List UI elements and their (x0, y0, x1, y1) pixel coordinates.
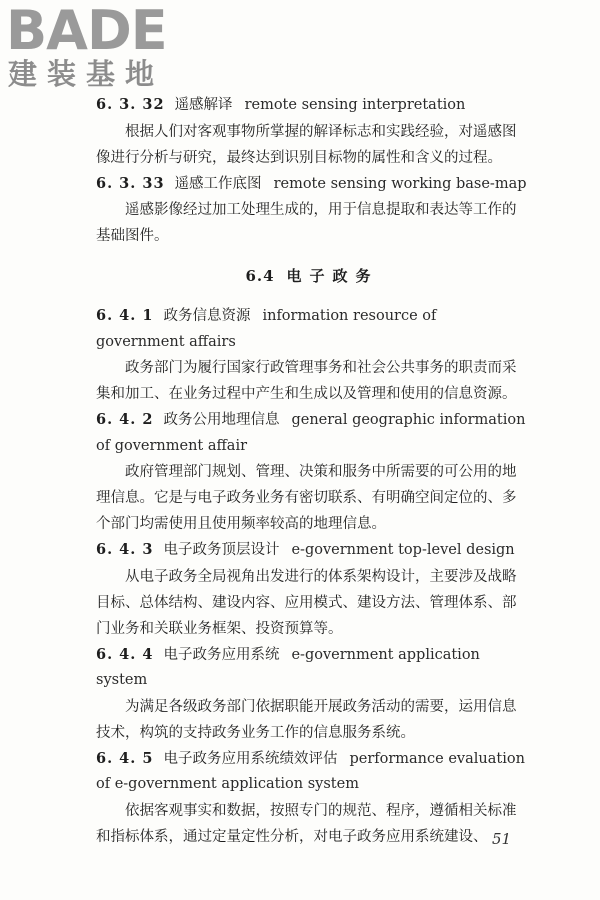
logo-subtitle: 建装基地 (8, 57, 165, 91)
logo-wordmark: BADE (6, 0, 167, 62)
section-number: 6.4 (245, 267, 275, 285)
term-definition: 遥感影像经过加工处理生成的，用于信息提取和表达等工作的基础图件。 (96, 202, 517, 244)
term-entry (96, 171, 528, 250)
page-content (96, 92, 528, 850)
term-definition: 政府管理部门规划、管理、决策和服务中所需要的可公用的地理信息。它是与电子政务业务有密切联系、有明确空间定位的、多个部门均需使用且使用频率较高的地理信息。 (96, 464, 517, 532)
term-english: information resource of government affairs (96, 308, 437, 350)
term-chinese: 政务信息资源 (163, 308, 251, 324)
term-heading (96, 746, 528, 798)
page-number: 51 (492, 830, 512, 848)
term-chinese: 遥感工作底图 (174, 175, 262, 192)
term-number: 6. 4. 1 (96, 307, 154, 324)
term-chinese: 遥感解译 (174, 97, 233, 113)
term-number: 6. 4. 4 (96, 645, 154, 663)
term-chinese: 电子政务应用系统 (163, 646, 280, 663)
term-definition: 依据客观事实和数据，按照专门的规范、程序，遵循相关标准和指标体系，通过定量定性分析，对电子政务应用系统建设、 (96, 802, 517, 845)
term-chinese: 电子政务顶层设计 (163, 542, 280, 558)
term-number: 6. 3. 32 (96, 96, 165, 113)
term-number: 6. 4. 2 (96, 411, 154, 428)
term-heading (96, 92, 528, 119)
term-heading (96, 171, 528, 198)
term-english: e-government application system (96, 646, 480, 688)
term-english: performance evaluation of e-government application system (96, 750, 525, 792)
term-english: e-government top-level design (291, 542, 515, 558)
term-entry (96, 303, 528, 407)
term-heading (96, 537, 528, 564)
term-number: 6. 3. 33 (96, 174, 165, 192)
term-entry (96, 642, 528, 746)
term-definition: 根据人们对客观事物所掌握的解译标志和实践经验，对遥感图像进行分析与研究，最终达到识别目标物的属性和含义的过程。 (96, 123, 517, 166)
term-number: 6. 4. 5 (96, 749, 154, 767)
term-definition: 为满足各级政务部门依据职能开展政务活动的需要，运用信息技术，构筑的支持政务业务工作的信息服务系统。 (96, 698, 517, 741)
term-english: remote sensing working base-map (273, 175, 527, 192)
term-heading (96, 642, 528, 694)
term-chinese: 电子政务应用系统绩效评估 (163, 750, 338, 767)
term-entry (96, 407, 528, 537)
term-entry (96, 746, 528, 850)
term-number: 6. 4. 3 (96, 541, 154, 558)
term-heading (96, 303, 528, 355)
term-definition: 政务部门为履行国家行政管理事务和社会公共事务的职责而采集和加工、在业务过程中产生和生成以及管理和使用的信息资源。 (96, 360, 517, 402)
watermark-logo (6, 0, 167, 91)
section-title: 电子政务 (286, 267, 379, 285)
term-heading (96, 407, 528, 459)
term-chinese: 政务公用地理信息 (163, 412, 280, 428)
term-definition: 从电子政务全局视角出发进行的体系架构设计，主要涉及战略目标、总体结构、建设内容、应用模式、建设方法、管理体系、部门业务和关联业务框架、投资预算等。 (96, 568, 517, 637)
term-entry (96, 537, 528, 642)
term-entry (96, 92, 528, 171)
section-heading (96, 263, 528, 289)
term-english: remote sensing interpretation (244, 97, 466, 113)
term-english: general geographic information of government affair (96, 412, 526, 454)
